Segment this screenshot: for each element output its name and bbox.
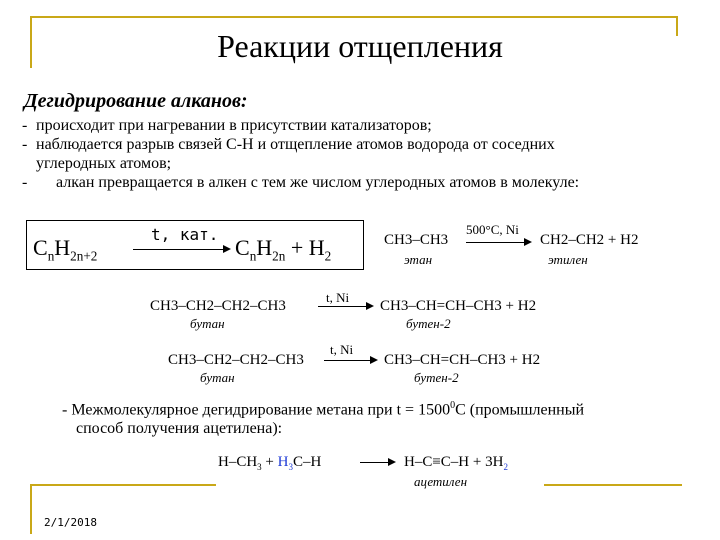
methane-equation-left: $H-CH_3 + H_3C-H$ xyxy=(218,454,322,472)
ethane-condition: 500°C, Ni xyxy=(466,222,519,237)
bullet-item: - наблюдается разрыв связей С-Н и отщепление атомов водорода от соседних xyxy=(22,136,555,153)
butane-arrow xyxy=(324,360,376,361)
bottom-rule-left-v xyxy=(30,484,32,534)
ethane-reactant: CH3–CH3 xyxy=(384,232,449,248)
acetylene-name: ацетилен xyxy=(414,474,468,489)
methane-equation-right: $H-C\equiv C-H + 3H_2$ xyxy=(404,454,508,472)
bottom-rule-left xyxy=(30,484,216,486)
methane-arrow xyxy=(360,462,394,463)
methane-text-line2: способ получения ацетилена): xyxy=(76,420,283,437)
bottom-rule-right xyxy=(544,484,682,486)
methane-text-line1: - Межмолекулярное дегидрирование метана при $t = 1500^0С$ (промышленный xyxy=(62,400,585,419)
top-rule xyxy=(30,16,678,18)
general-arrow-label: t, кат. xyxy=(151,225,219,244)
general-arrow xyxy=(133,249,229,250)
butene-name: бутен-2 xyxy=(406,316,451,331)
butene-product: CH3–CH=CH–CH3 + H2 xyxy=(380,298,537,314)
ethane-product: CH2–CH2 + H2 xyxy=(540,232,639,248)
bullet-item-continued: углеродных атомов; xyxy=(36,155,172,172)
section-subtitle: Дегидрирование алканов: xyxy=(24,90,248,112)
slide-date: 2/1/2018 xyxy=(44,516,97,529)
bullet-item: - алкан превращается в алкен с тем же числом углеродных атомов в молекуле: xyxy=(22,174,580,191)
butane-reactant: CH3–CH2–CH2–CH3 xyxy=(150,298,286,314)
general-product: $C_nH_{2n} + H_2$ xyxy=(235,235,332,264)
general-reactant: $C_nH_{2n+2}$ xyxy=(33,235,98,264)
bullet-item: - происходит при нагревании в присутствии катализаторов; xyxy=(22,117,432,134)
butane-reactant: CH3–CH2–CH2–CH3 xyxy=(168,352,304,368)
page-title: Реакции отщепления xyxy=(217,28,503,64)
butane-condition: t, Ni xyxy=(330,342,354,357)
butane-name: бутан xyxy=(200,370,235,385)
butane-arrow xyxy=(318,306,372,307)
butene-product: CH3–CH=CH–CH3 + H2 xyxy=(384,352,541,368)
ethane-name: этан xyxy=(404,252,433,267)
butene-name: бутен-2 xyxy=(414,370,459,385)
general-equation-box xyxy=(26,220,364,270)
bullet-list xyxy=(22,116,712,192)
ethane-arrow xyxy=(466,242,530,243)
butane-name: бутан xyxy=(190,316,225,331)
butane-condition: t, Ni xyxy=(326,290,350,305)
ethylene-name: этилен xyxy=(548,252,588,267)
